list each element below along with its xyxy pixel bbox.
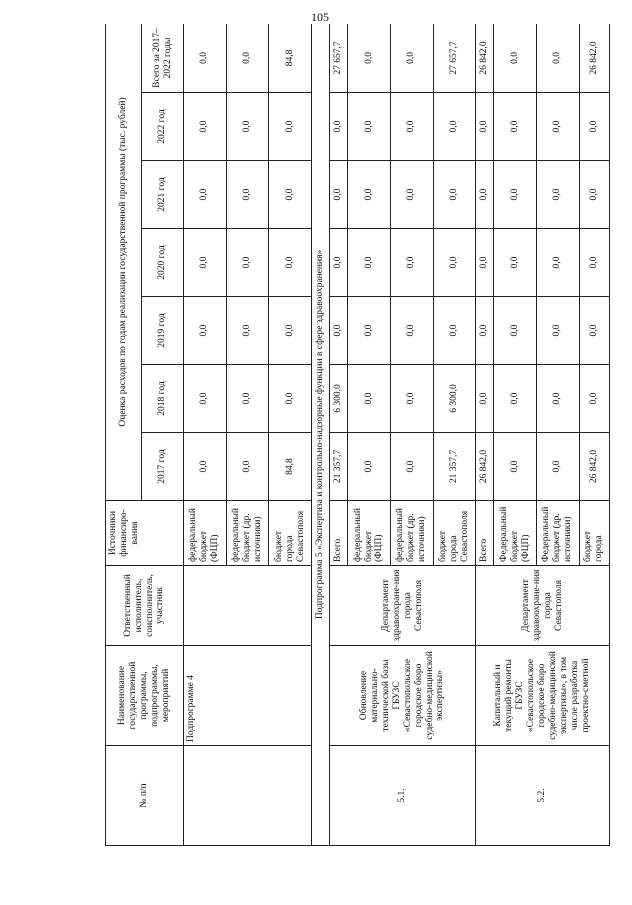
value-cell: 0,0 bbox=[390, 93, 433, 161]
value-cell: 0,0 bbox=[536, 24, 579, 93]
value-cell: 0,0 bbox=[433, 161, 476, 229]
value-cell: 0,0 bbox=[579, 93, 609, 161]
value-cell: 0,0 bbox=[184, 229, 227, 297]
value-cell: 0,0 bbox=[184, 161, 227, 229]
value-cell: 0,0 bbox=[494, 229, 537, 297]
rotated-table-frame bbox=[105, 24, 610, 846]
item-number: 5.1. bbox=[330, 746, 476, 846]
item-responsible bbox=[184, 566, 312, 646]
source-cell: бюджет города bbox=[579, 501, 609, 566]
header-responsible: Ответственный исполнитель, соисполнитель, участник bbox=[106, 566, 184, 646]
value-cell: 0,0 bbox=[269, 229, 312, 297]
value-cell: 21 357,7 bbox=[330, 433, 348, 501]
value-cell: 0,0 bbox=[433, 229, 476, 297]
value-cell: 0,0 bbox=[476, 229, 494, 297]
value-cell: 26 842,0 bbox=[476, 433, 494, 501]
page-number: 105 bbox=[311, 10, 329, 24]
table-row bbox=[330, 24, 348, 846]
value-cell: 0,0 bbox=[390, 365, 433, 433]
value-cell: 0,0 bbox=[390, 161, 433, 229]
value-cell: 21 357,7 bbox=[433, 433, 476, 501]
value-cell: 0,0 bbox=[226, 297, 269, 365]
source-cell: Всего bbox=[476, 501, 494, 566]
source-cell: Федеральный бюджет (ФЦП) bbox=[494, 501, 537, 566]
value-cell: 0,0 bbox=[226, 229, 269, 297]
value-cell: 0,0 bbox=[390, 229, 433, 297]
value-cell: 26 842,0 bbox=[579, 24, 609, 93]
value-cell: 0,0 bbox=[536, 297, 579, 365]
value-cell: 0,0 bbox=[269, 365, 312, 433]
value-cell: 0,0 bbox=[494, 93, 537, 161]
subprogram-title-row bbox=[312, 24, 330, 846]
value-cell: 0,0 bbox=[348, 93, 391, 161]
value-cell: 0,0 bbox=[226, 24, 269, 93]
value-cell: 0,0 bbox=[390, 433, 433, 501]
header-year-2022: 2022 год bbox=[142, 93, 184, 161]
value-cell: 0,0 bbox=[536, 433, 579, 501]
value-cell: 0,0 bbox=[330, 297, 348, 365]
header-year-2019: 2019 год bbox=[142, 297, 184, 365]
value-cell: 0,0 bbox=[494, 161, 537, 229]
table-row bbox=[184, 24, 227, 846]
value-cell: 0,0 bbox=[433, 297, 476, 365]
value-cell: 0,0 bbox=[184, 433, 227, 501]
table-body bbox=[184, 24, 610, 846]
value-cell: 6 300,0 bbox=[433, 365, 476, 433]
value-cell: 0,0 bbox=[536, 229, 579, 297]
financing-table bbox=[105, 24, 610, 846]
subprogram-5-title: Подпрограмма 5 «Экспертиза и контрольно-надзорные функции в сфере здравоохранения» bbox=[312, 24, 330, 846]
source-cell: федеральный бюджет (ФЦП) bbox=[184, 501, 227, 566]
header-year-2020: 2020 год bbox=[142, 229, 184, 297]
value-cell: 26 842,0 bbox=[579, 433, 609, 501]
value-cell: 0,0 bbox=[330, 229, 348, 297]
value-cell: 0,0 bbox=[348, 433, 391, 501]
value-cell: 0,0 bbox=[330, 93, 348, 161]
value-cell: 0,0 bbox=[476, 93, 494, 161]
source-cell: Всего bbox=[330, 501, 348, 566]
value-cell: 0,0 bbox=[184, 24, 227, 93]
value-cell: 0,0 bbox=[476, 161, 494, 229]
item-responsible: Департамент здравоохране-ния города Севастополя bbox=[476, 566, 610, 646]
item-number bbox=[184, 746, 312, 846]
value-cell: 0,0 bbox=[348, 24, 391, 93]
item-name: Обновление материально-технической базы ГБУЗС «Севастопольское городское бюро судебно-медицинской экспертизы» bbox=[330, 646, 476, 746]
value-cell: 0,0 bbox=[184, 93, 227, 161]
source-cell: федеральный бюджет (др. источники) bbox=[390, 501, 433, 566]
value-cell: 0,0 bbox=[184, 365, 227, 433]
value-cell: 0,0 bbox=[269, 297, 312, 365]
source-cell: Федеральный бюджет (др. источники) bbox=[536, 501, 579, 566]
item-responsible: Департамент здравоохране-ния города Севастополя bbox=[330, 566, 476, 646]
value-cell: 84,8 bbox=[269, 24, 312, 93]
value-cell: 0,0 bbox=[494, 365, 537, 433]
value-cell: 0,0 bbox=[579, 365, 609, 433]
value-cell: 27 657,7 bbox=[433, 24, 476, 93]
value-cell: 0,0 bbox=[390, 24, 433, 93]
header-name: Наименование государственной программы, подпрограммы, мероприятий bbox=[106, 646, 184, 746]
value-cell: 0,0 bbox=[494, 297, 537, 365]
source-cell: бюджет города Севастополя bbox=[269, 501, 312, 566]
value-cell: 0,0 bbox=[226, 161, 269, 229]
item-name: Капитальный и текущий ремонты ГБУЗС «Севастопольское городское бюро судебно-медицинской экспертизы», в том числе разработка проектно-сметной bbox=[476, 646, 610, 746]
source-cell: федеральный бюджет (ФЦП) bbox=[348, 501, 391, 566]
header-total: Всего за 2017–2022 годы bbox=[142, 24, 184, 93]
value-cell: 0,0 bbox=[348, 161, 391, 229]
header-source: Источники финансиро-вания bbox=[106, 501, 184, 566]
value-cell: 0,0 bbox=[579, 297, 609, 365]
item-number: 5.2. bbox=[476, 746, 610, 846]
value-cell: 0,0 bbox=[226, 365, 269, 433]
header-year-2021: 2021 год bbox=[142, 161, 184, 229]
value-cell: 0,0 bbox=[330, 161, 348, 229]
value-cell: 0,0 bbox=[184, 297, 227, 365]
value-cell: 0,0 bbox=[348, 297, 391, 365]
value-cell: 0,0 bbox=[226, 433, 269, 501]
value-cell: 0,0 bbox=[269, 93, 312, 161]
value-cell: 0,0 bbox=[348, 229, 391, 297]
item-name: Подпрограмме 4 bbox=[184, 646, 312, 746]
header-year-2017: 2017 год bbox=[142, 433, 184, 501]
rotated-table bbox=[105, 24, 610, 846]
source-cell: бюджет города Севастополя bbox=[433, 501, 476, 566]
value-cell: 0,0 bbox=[494, 24, 537, 93]
value-cell: 26 842,0 bbox=[476, 24, 494, 93]
value-cell: 84,8 bbox=[269, 433, 312, 501]
value-cell: 0,0 bbox=[269, 161, 312, 229]
value-cell: 0,0 bbox=[433, 93, 476, 161]
value-cell: 0,0 bbox=[476, 297, 494, 365]
header-year-2018: 2018 год bbox=[142, 365, 184, 433]
value-cell: 0,0 bbox=[536, 93, 579, 161]
value-cell: 0,0 bbox=[494, 433, 537, 501]
value-cell: 6 300,0 bbox=[330, 365, 348, 433]
value-cell: 0,0 bbox=[579, 161, 609, 229]
value-cell: 0,0 bbox=[390, 297, 433, 365]
value-cell: 0,0 bbox=[579, 229, 609, 297]
header-num: № п/п bbox=[106, 746, 184, 846]
value-cell: 0,0 bbox=[476, 365, 494, 433]
value-cell: 0,0 bbox=[226, 93, 269, 161]
value-cell: 0,0 bbox=[536, 365, 579, 433]
value-cell: 0,0 bbox=[348, 365, 391, 433]
header-estimate: Оценка расходов по годам реализации государственной программы (тыс. рублей) bbox=[106, 24, 142, 501]
value-cell: 0,0 bbox=[536, 161, 579, 229]
source-cell: федеральный бюджет (др. источники) bbox=[226, 501, 269, 566]
table-row bbox=[476, 24, 494, 846]
value-cell: 27 657,7 bbox=[330, 24, 348, 93]
